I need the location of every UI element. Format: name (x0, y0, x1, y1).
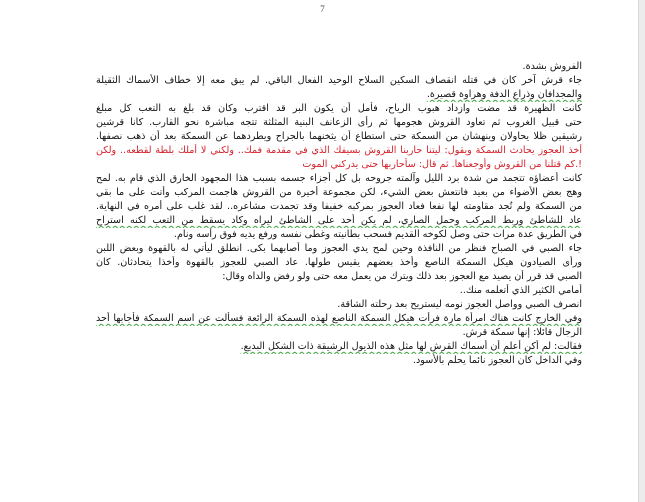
text-segment: من السمكة ولم تُجد مقاومته لها نفعا فعاد العجوز بمركبه خفيفا وقد تجمدت مشاعره.. لقد غلب على أمره في النهاية. (96, 201, 582, 212)
text-segment: جاء الصبي في الصباح فنظر من النافذة وحين لمح يدي العجوز وما أصابهما بكى. انطلق ليأتي له بالقهوة وبعض اللبن (96, 243, 582, 254)
text-line (96, 130, 582, 144)
text-segment: الصبي قد قرر أن يصيد مع العجوز بعد ذلك ويترك من يعمل معه حتى ولو رفض والداه وقال: (222, 271, 582, 282)
text-segment: عاد للشاطئ وربط المركب وحمل الصاري، لم يكن أحد على الشاطئ ليراه وكاد يسقط من التعب لكنه استراح (96, 215, 582, 226)
text-line (96, 340, 582, 354)
text-segment: كانت أعضاؤه تتجمد من شدة برد الليل وآلمته جروحه بل كل أجزاء جسمه بسبب هذا المجهود الخارق الذي قام به. لمح (96, 173, 582, 184)
text-line (96, 144, 582, 158)
window-edge (638, 0, 645, 502)
text-segment: والمجدافان وذراع الدفة وهراوة قصيرة. (426, 89, 582, 100)
text-line (96, 102, 582, 116)
text-line (96, 158, 582, 172)
text-segment: الفروش بشدة. (522, 61, 582, 72)
text-segment: أمامي الكثير الذي أتعلمه منك.. (459, 285, 582, 296)
text-line (96, 312, 582, 326)
text-line (96, 326, 582, 340)
text-segment: وفي الداخل كان العجوز نائما يحلم بالأسود. (412, 355, 582, 366)
text-segment: رشيقين ظلا يحاولان وينهشان من السمكة حتى استطاع أن يثخنهما بالجراح ويطردهما عن السمكة بعد أن ذهب نصفها. (96, 131, 582, 142)
text-segment: وهج بعض الأضواء من بعيد فانتعش بعض الشيء، لكن مجموعة أخيرة من القروش هاجمت المركب وأتت على ما بقي (96, 187, 582, 198)
text-line (96, 214, 582, 228)
text-line (96, 256, 582, 270)
page-number: 7 (320, 4, 325, 14)
text-line (96, 270, 582, 284)
text-segment: في الطريق عدة مرات حتى وصل لكوخه القديم فسحب بطانيته وغطى نفسه ورفع يديه فوق رأسه ونام. (173, 229, 582, 240)
text-line (96, 284, 582, 298)
text-line (96, 228, 582, 242)
text-segment: فقالت: لم أكن أعلم أن أسماك القرش لها مثل هذه الذيول الرشيقة ذات الشكل البديع. (240, 341, 582, 352)
text-line (96, 242, 582, 256)
text-segment: الرجال قائلا: إنها سمكة قرش. (462, 327, 582, 338)
text-line (96, 186, 582, 200)
text-line (96, 172, 582, 186)
text-line (96, 60, 582, 74)
text-segment: ورأى الصيادون هيكل السمكة الناصع وأخذ بعضهم يقيس طولها. عاد الصبي للعجوز بالقهوة وأخذا يتحادثان. كان (96, 257, 582, 268)
text-segment: وفي الخارج كانت هناك امرأة مارة فرأت هيكل السمكة الناصع لهذه السمكة الرائعة فسألت عن اسم السمكة فأجابها أحد (96, 313, 582, 324)
text-line (96, 200, 582, 214)
text-line (96, 88, 582, 102)
text-segment: جاء قرش آخر كان في قتله انقصاف السكين السلاح الوحيد الفعال الباقي. لم يبق معه إلا خطاف الأسماك الثقيلة (96, 75, 582, 86)
text-segment: أخذ العجوز يحادث السمكة ويقول: ليتنا حاربنا القروش بسيفك الذي في مقدمة فمك.. ولكني لا أملك بلطة لقطعه.. ولكن (96, 145, 582, 156)
text-line (96, 74, 582, 88)
text-line (96, 298, 582, 312)
text-segment: انصرف الصبي وواصل العجوز نومه ليستريح بعد رحلته الشاقة. (337, 299, 582, 310)
text-line (96, 116, 582, 130)
text-segment: حتى قبيل الغروب ثم تعاود القروش هجومها ثم رأى الزعانف البنية المثلثة تتجه مباشرة نحو القارب. كانا قرشين (96, 117, 582, 128)
text-segment: كانت الظهيرة قد مضت وازداد هبوب الرياح، فأمل أن يكون البر قد اقترب وكان قد بلغ به التعب كل مبلغ (96, 103, 582, 114)
text-segment: !.كم قتلنا من القروش وأوجعناها. ثم قال: سأحاربها حتى يدركني الموت (302, 159, 582, 170)
body-text (96, 60, 582, 368)
text-line (96, 354, 582, 368)
